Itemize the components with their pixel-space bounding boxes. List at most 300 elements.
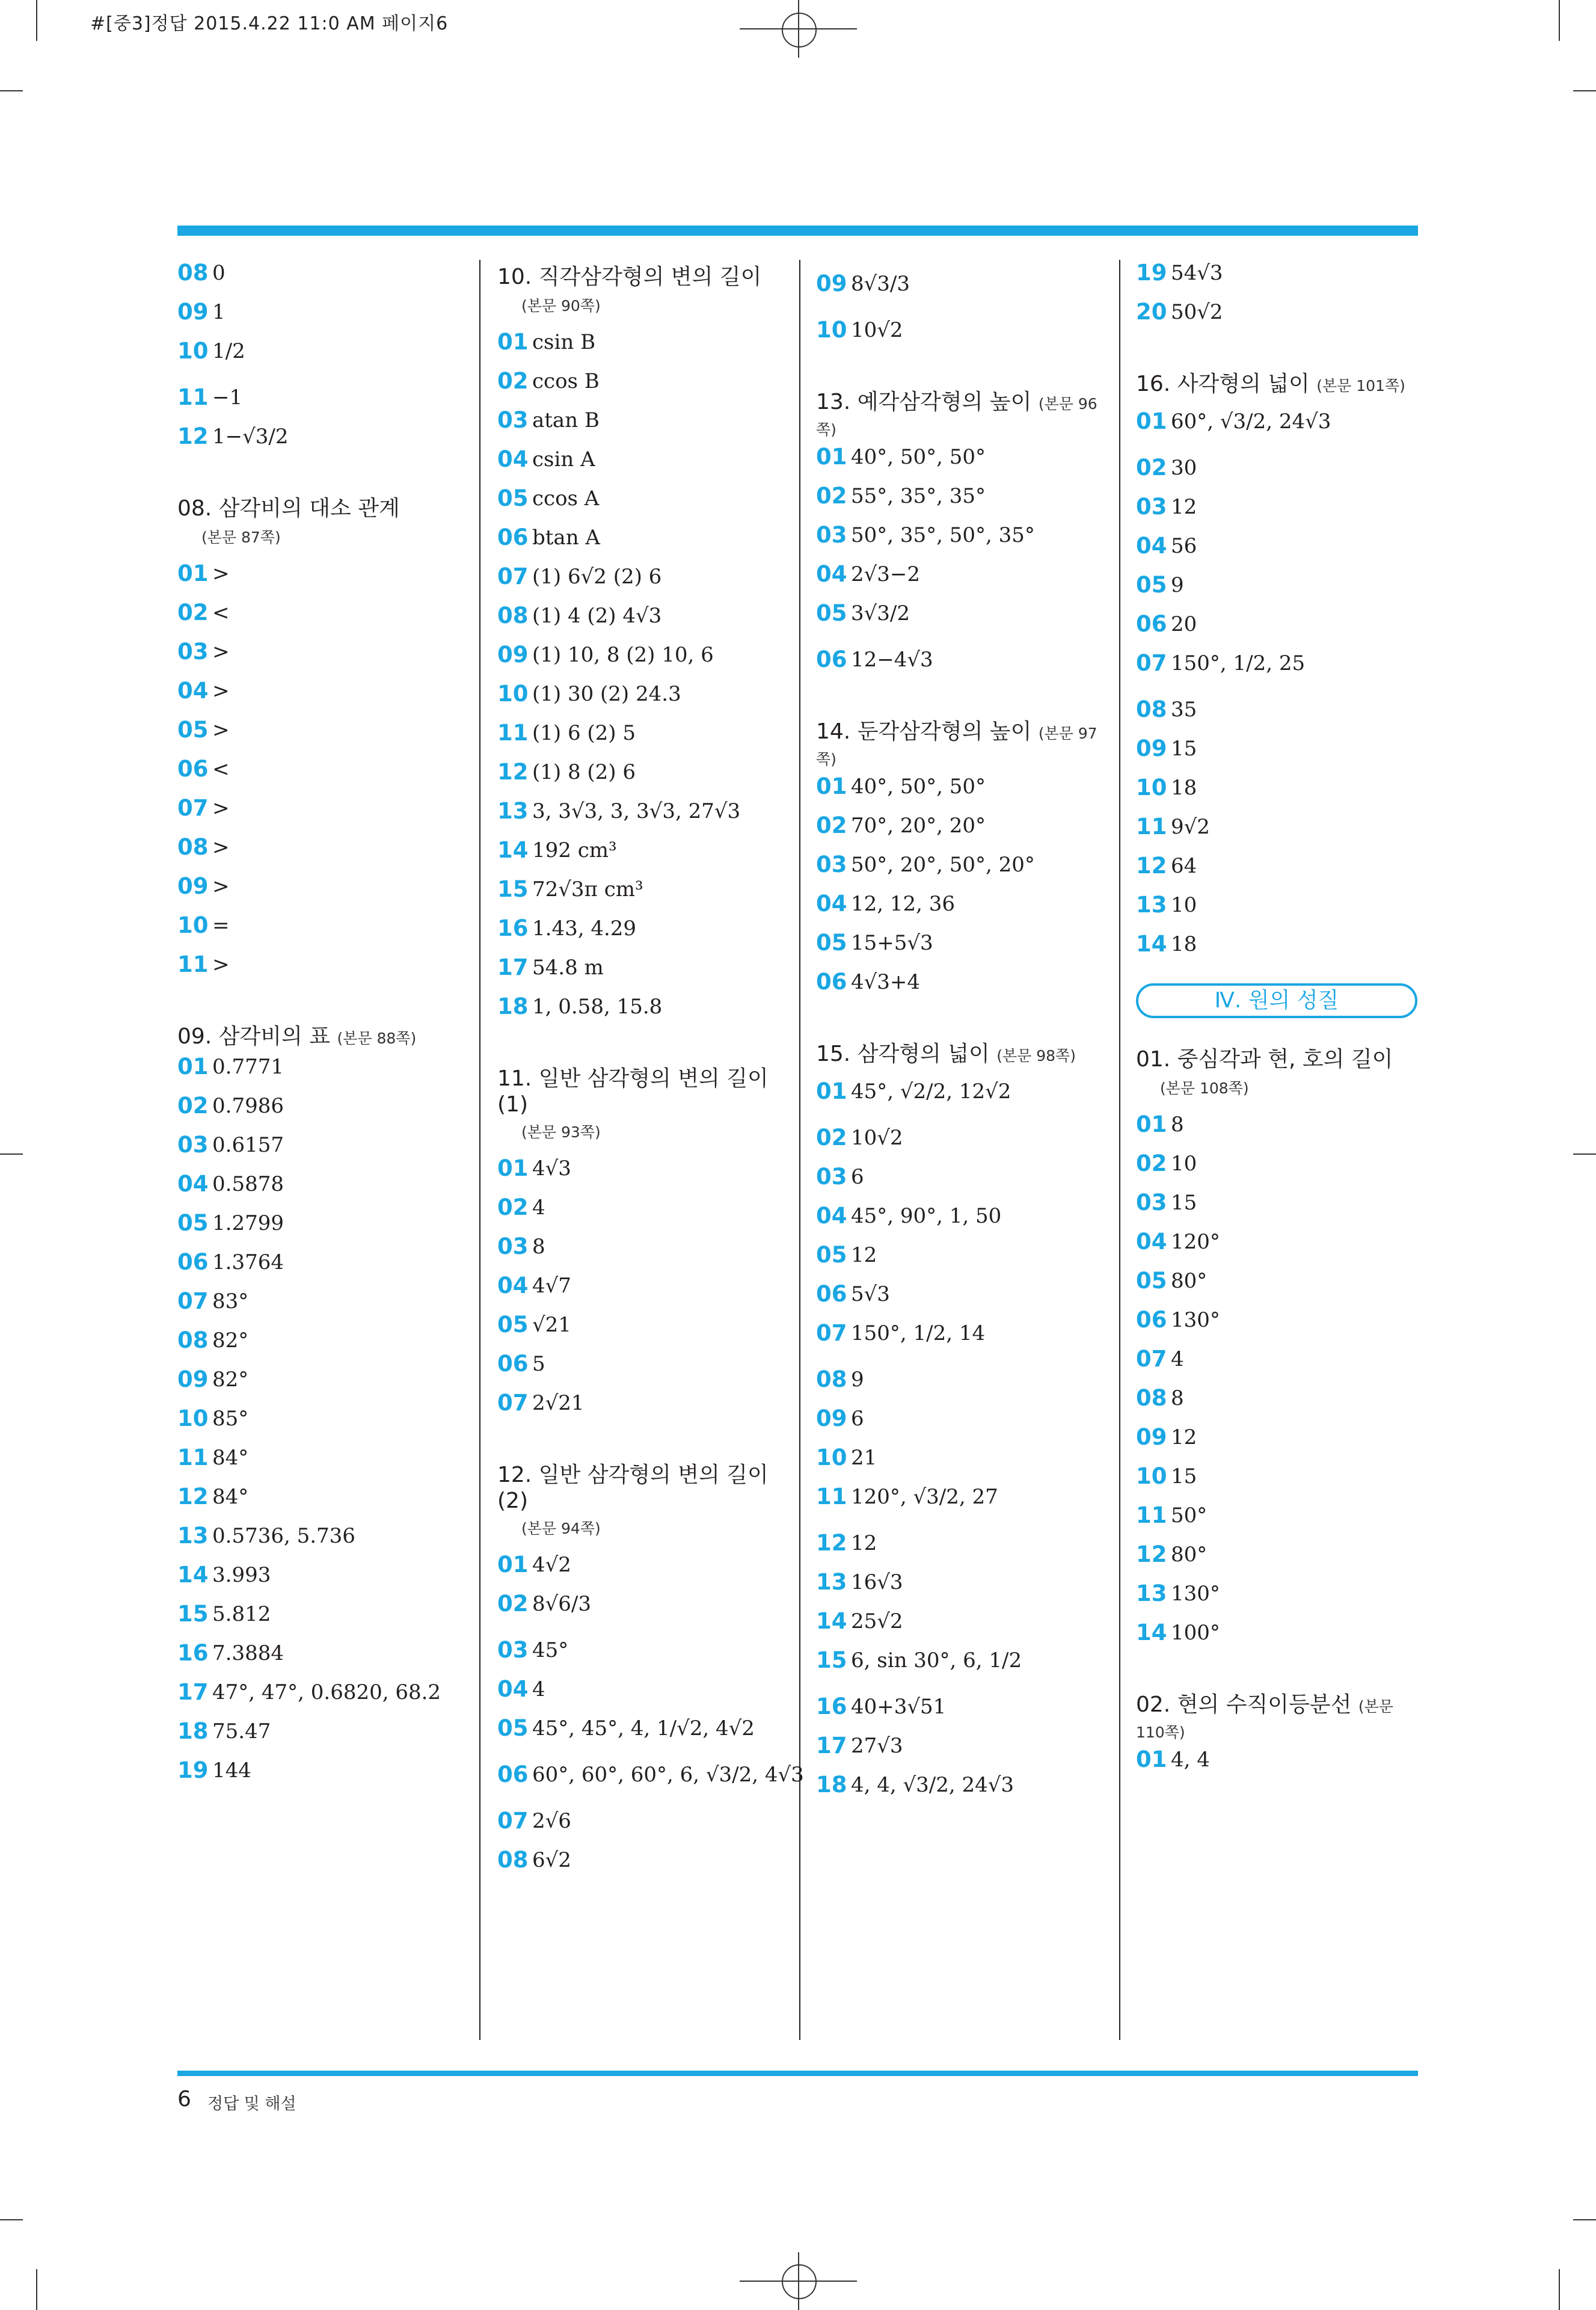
answer-number: 08 xyxy=(177,1327,209,1353)
crop-mark xyxy=(1573,1153,1596,1155)
answer-value: 130° xyxy=(1171,1581,1220,1606)
answer-value: 15+5√3 xyxy=(851,930,933,955)
answer-number: 11 xyxy=(177,951,209,977)
column-divider xyxy=(479,260,480,2040)
answer-number: 06 xyxy=(816,1281,847,1307)
answer-number: 01 xyxy=(497,1552,529,1577)
section-title xyxy=(1136,367,1419,398)
answer-value: 6, sin 30°, 6, 1/2 xyxy=(851,1648,1022,1673)
answer-number: 02 xyxy=(177,600,209,625)
answer-value: 40°, 50°, 50° xyxy=(851,774,986,799)
answer-value: 12 xyxy=(1171,494,1197,519)
answer-value: 1, 0.58, 15.8 xyxy=(532,994,663,1019)
answer-number: 05 xyxy=(816,930,847,956)
section-title xyxy=(177,1019,460,1050)
answer-number: 05 xyxy=(177,717,209,743)
answer-number: 11 xyxy=(1136,1502,1167,1528)
answer-item xyxy=(816,561,1099,587)
answer-value: 85° xyxy=(212,1406,249,1431)
answer-item xyxy=(1136,1541,1419,1567)
answer-item xyxy=(1136,775,1419,800)
answer-item xyxy=(497,524,780,550)
answer-value: 35 xyxy=(1171,697,1197,722)
answer-item xyxy=(1136,1229,1419,1255)
answer-number: 10 xyxy=(177,912,209,938)
answer-item xyxy=(497,368,780,394)
answer-number: 13 xyxy=(497,798,529,824)
answer-value: = xyxy=(212,913,230,938)
answer-value: 1−√3/2 xyxy=(212,424,289,449)
answer-number: 03 xyxy=(497,1233,529,1259)
answer-item xyxy=(177,834,460,860)
answer-number: 10 xyxy=(816,1445,847,1470)
answer-number: 08 xyxy=(816,1366,847,1392)
answer-item xyxy=(177,1054,460,1080)
answer-value: 27√3 xyxy=(851,1733,903,1758)
answer-number: 04 xyxy=(497,1273,529,1298)
section-page-ref: (본문 96쪽) xyxy=(816,395,1097,438)
answer-item xyxy=(1136,650,1419,676)
answer-value: 10 xyxy=(1171,892,1197,917)
answer-number: 11 xyxy=(177,384,209,410)
section-title-text: 13. 예각삼각형의 높이 xyxy=(816,390,1032,414)
answer-item xyxy=(177,1132,460,1158)
answer-item xyxy=(177,260,460,286)
answer-number: 02 xyxy=(497,1194,529,1220)
answer-item xyxy=(497,994,780,1019)
answer-number: 12 xyxy=(177,423,209,449)
answer-item xyxy=(1136,1190,1419,1215)
answer-value: 12 xyxy=(1171,1425,1197,1449)
answer-item xyxy=(177,299,460,325)
answer-number: 05 xyxy=(497,485,529,511)
answer-value: 60°, √3/2, 24√3 xyxy=(1171,409,1331,434)
answer-item xyxy=(816,852,1099,877)
answer-item xyxy=(1136,1385,1419,1411)
answer-item xyxy=(1136,1346,1419,1372)
answer-item xyxy=(816,1164,1099,1190)
section-title xyxy=(816,714,1099,770)
answer-number: 15 xyxy=(177,1601,209,1627)
section-title xyxy=(1136,1688,1419,1743)
answer-value: 21 xyxy=(851,1445,877,1470)
answer-number: 06 xyxy=(1136,1307,1167,1333)
answer-value: 30 xyxy=(1171,455,1197,480)
answer-item xyxy=(816,1772,1099,1798)
answer-item xyxy=(177,338,460,364)
answer-value: 84° xyxy=(212,1445,249,1470)
answer-number: 06 xyxy=(497,1762,529,1787)
answer-number: 04 xyxy=(497,446,529,472)
answer-value: 80° xyxy=(1171,1542,1208,1567)
answer-item xyxy=(177,1445,460,1470)
answer-item xyxy=(816,1125,1099,1150)
answer-item xyxy=(497,1715,780,1741)
answer-value: 45° xyxy=(532,1638,569,1662)
answer-value: 9 xyxy=(851,1367,864,1392)
answer-number: 05 xyxy=(816,1242,847,1268)
answer-number: 10 xyxy=(497,681,529,707)
section-title-text: 15. 삼각형의 넓이 xyxy=(816,1042,990,1066)
answer-number: 01 xyxy=(177,561,209,586)
answer-number: 01 xyxy=(497,1155,529,1181)
answer-item xyxy=(177,600,460,625)
answer-value: > xyxy=(212,874,230,899)
answer-item xyxy=(177,384,460,410)
section-title-text: 12. 일반 삼각형의 변의 길이 (2) xyxy=(497,1463,769,1513)
answer-number: 06 xyxy=(1136,611,1167,637)
answer-item xyxy=(497,1155,780,1181)
registration-line xyxy=(740,2281,857,2282)
answer-item xyxy=(816,930,1099,956)
answer-number: 06 xyxy=(816,647,847,672)
answer-value: 50√2 xyxy=(1171,300,1223,324)
answer-number: 17 xyxy=(177,1679,209,1705)
answer-item xyxy=(497,1312,780,1338)
section-title-text: 09. 삼각비의 표 xyxy=(177,1024,331,1049)
answer-value: 0.7986 xyxy=(212,1093,284,1118)
answer-number: 01 xyxy=(816,773,847,799)
registration-mark-top xyxy=(782,13,817,48)
answer-number: 03 xyxy=(1136,1190,1167,1215)
answer-number: 08 xyxy=(1136,1385,1167,1411)
answer-number: 12 xyxy=(816,1530,847,1556)
answer-item xyxy=(177,1640,460,1666)
answer-item xyxy=(177,1601,460,1627)
answer-number: 18 xyxy=(816,1772,847,1798)
answer-item xyxy=(177,1093,460,1119)
answer-number: 19 xyxy=(177,1757,209,1783)
answer-number: 03 xyxy=(816,522,847,548)
answer-number: 13 xyxy=(816,1569,847,1595)
answer-value: 6 xyxy=(851,1164,864,1189)
answer-item xyxy=(497,915,780,941)
page-number: 6 xyxy=(177,2087,191,2112)
answer-column-1 xyxy=(177,260,460,1796)
section-page-ref: (본문 98쪽) xyxy=(996,1047,1076,1064)
answer-number: 05 xyxy=(497,1715,529,1741)
answer-item xyxy=(816,483,1099,509)
answer-value: 16√3 xyxy=(851,1570,903,1594)
answer-number: 05 xyxy=(177,1210,209,1236)
answer-number: 14 xyxy=(177,1562,209,1588)
answer-value: 5√3 xyxy=(851,1282,890,1306)
answer-value: 4, 4, √3/2, 24√3 xyxy=(851,1772,1014,1797)
answer-item xyxy=(177,1523,460,1549)
section-title-text: 02. 현의 수직이등분선 xyxy=(1136,1692,1352,1717)
crop-mark xyxy=(0,2219,23,2220)
answer-item xyxy=(177,639,460,665)
answer-value: 83° xyxy=(212,1289,249,1313)
answer-value: 130° xyxy=(1171,1307,1220,1332)
crop-mark xyxy=(36,0,37,41)
answer-number: 08 xyxy=(177,260,209,286)
answer-value: 0.5736, 5.736 xyxy=(212,1523,355,1548)
section-page-ref: (본문 97쪽) xyxy=(816,725,1097,768)
answer-value: 0.7771 xyxy=(212,1054,284,1079)
answer-value: 8√6/3 xyxy=(532,1591,592,1616)
section-page-ref: (본문 87쪽) xyxy=(201,529,281,546)
top-accent-bar xyxy=(177,226,1418,236)
answer-value: 55°, 35°, 35° xyxy=(851,484,986,508)
answer-item xyxy=(1136,494,1419,520)
answer-value: 2√3−2 xyxy=(851,562,921,586)
answer-number: 10 xyxy=(177,1405,209,1431)
answer-item xyxy=(497,1233,780,1259)
answer-item xyxy=(816,1694,1099,1719)
answer-value: 150°, 1/2, 14 xyxy=(851,1321,986,1345)
answer-value: 1.3764 xyxy=(212,1250,284,1274)
answer-number: 10 xyxy=(1136,775,1167,800)
answer-number: 09 xyxy=(497,642,529,668)
answer-item xyxy=(1136,892,1419,918)
answer-number: 03 xyxy=(816,1164,847,1190)
answer-value: 7.3884 xyxy=(212,1641,284,1665)
crop-mark xyxy=(0,90,23,91)
answer-item xyxy=(816,773,1099,799)
answer-number: 18 xyxy=(177,1718,209,1744)
answer-item xyxy=(497,603,780,628)
answer-item xyxy=(497,1194,780,1220)
answer-number: 14 xyxy=(1136,931,1167,957)
answer-value: 120°, √3/2, 27 xyxy=(851,1484,998,1509)
answer-value: 8 xyxy=(1171,1386,1184,1410)
answer-value: 4 xyxy=(532,1677,545,1701)
answer-number: 09 xyxy=(816,1405,847,1431)
answer-value: atan B xyxy=(532,408,600,432)
answer-item xyxy=(1136,299,1419,325)
answer-number: 15 xyxy=(497,876,529,902)
answer-number: 02 xyxy=(497,1591,529,1617)
answer-number: 12 xyxy=(497,759,529,785)
answer-value: 1.2799 xyxy=(212,1211,284,1235)
answer-number: 05 xyxy=(1136,572,1167,598)
answer-item xyxy=(177,1327,460,1353)
answer-item xyxy=(1136,1424,1419,1450)
answer-item xyxy=(177,1210,460,1236)
answer-column-2 xyxy=(497,260,804,1886)
answer-value: 1.43, 4.29 xyxy=(532,916,637,941)
answer-number: 14 xyxy=(497,837,529,863)
answer-value: 3, 3√3, 3, 3√3, 27√3 xyxy=(532,799,741,823)
answer-item xyxy=(497,876,780,902)
answer-value: 0 xyxy=(212,260,226,285)
answer-number: 13 xyxy=(1136,1580,1167,1606)
answer-item xyxy=(816,1281,1099,1307)
crop-mark xyxy=(1573,90,1596,91)
answer-item xyxy=(1136,853,1419,879)
answer-number: 09 xyxy=(177,1366,209,1392)
answer-number: 04 xyxy=(177,678,209,704)
answer-value: 25√2 xyxy=(851,1609,903,1633)
answer-item xyxy=(177,717,460,743)
answer-value: 100° xyxy=(1171,1620,1220,1645)
answer-number: 01 xyxy=(816,1078,847,1104)
answer-item xyxy=(177,1171,460,1197)
answer-item xyxy=(816,600,1099,626)
answer-item xyxy=(1136,1502,1419,1528)
answer-item xyxy=(816,969,1099,995)
answer-number: 14 xyxy=(1136,1620,1167,1645)
answer-number: 04 xyxy=(497,1676,529,1702)
answer-value: 40°, 50°, 50° xyxy=(851,444,986,469)
answer-value: > xyxy=(212,678,230,703)
print-header-info: #[중3]정답 2015.4.22 11:0 AM 페이지6 xyxy=(90,13,449,34)
section-title xyxy=(816,385,1099,440)
answer-number: 18 xyxy=(497,994,529,1019)
answer-item xyxy=(816,522,1099,548)
answer-item xyxy=(1136,533,1419,559)
answer-number: 09 xyxy=(816,271,847,296)
section-title xyxy=(497,1061,780,1117)
answer-value: ccos A xyxy=(532,486,600,511)
answer-item xyxy=(1136,572,1419,598)
section-title xyxy=(816,1037,1099,1067)
answer-number: 10 xyxy=(816,317,847,343)
answer-value: 12 xyxy=(851,1531,877,1555)
answer-number: 09 xyxy=(1136,736,1167,761)
answer-value: 82° xyxy=(212,1328,249,1353)
answer-number: 01 xyxy=(177,1054,209,1080)
answer-item xyxy=(816,1484,1099,1510)
answer-value: 12, 12, 36 xyxy=(851,891,956,916)
answer-value: 1/2 xyxy=(212,339,245,363)
answer-item xyxy=(816,1733,1099,1759)
section-title xyxy=(177,491,460,522)
answer-number: 16 xyxy=(497,915,529,941)
answer-number: 08 xyxy=(1136,696,1167,722)
answer-value: 144 xyxy=(212,1758,251,1783)
answer-item xyxy=(1136,1580,1419,1606)
answer-item xyxy=(816,1530,1099,1556)
answer-number: 08 xyxy=(497,1847,529,1873)
answer-value: 6√2 xyxy=(532,1848,571,1872)
answer-value: 4 xyxy=(532,1195,545,1220)
answer-number: 07 xyxy=(1136,650,1167,676)
answer-number: 06 xyxy=(177,756,209,782)
answer-value: 50°, 20°, 50°, 20° xyxy=(851,852,1035,877)
answer-item xyxy=(177,912,460,938)
answer-value: 45°, 90°, 1, 50 xyxy=(851,1203,1002,1228)
answer-number: 11 xyxy=(497,720,529,746)
answer-item xyxy=(1136,260,1419,286)
section-title-text: 14. 둔각삼각형의 높이 xyxy=(816,719,1032,744)
answer-number: 11 xyxy=(1136,814,1167,840)
answer-value: 2√6 xyxy=(532,1808,571,1833)
answer-item xyxy=(497,564,780,589)
answer-value: 12 xyxy=(851,1243,877,1267)
answer-number: 04 xyxy=(1136,1229,1167,1255)
answer-value: > xyxy=(212,717,230,742)
answer-value: 64 xyxy=(1171,853,1197,878)
answer-number: 05 xyxy=(1136,1268,1167,1294)
answer-value: 8√3/3 xyxy=(851,271,910,296)
answer-number: 09 xyxy=(1136,1424,1167,1450)
answer-value: 120° xyxy=(1171,1229,1220,1254)
answer-value: 4√2 xyxy=(532,1552,571,1577)
answer-value: 3√3/2 xyxy=(851,601,910,625)
section-title xyxy=(497,1458,780,1513)
answer-number: 17 xyxy=(816,1733,847,1759)
section-page-ref: (본문 110쪽) xyxy=(1136,1698,1393,1741)
answer-item xyxy=(816,891,1099,917)
answer-item xyxy=(177,1249,460,1275)
answer-item xyxy=(816,1569,1099,1595)
answer-item xyxy=(1136,408,1419,434)
answer-value: < xyxy=(212,757,230,781)
section-title-text: 10. 직각삼각형의 변의 길이 xyxy=(497,265,762,289)
answer-number: 06 xyxy=(177,1249,209,1275)
answer-value: 4√7 xyxy=(532,1273,571,1298)
answer-item xyxy=(497,720,780,746)
answer-value: csin A xyxy=(532,447,595,472)
answer-item xyxy=(1136,1307,1419,1333)
answer-item xyxy=(497,1552,780,1577)
answer-number: 02 xyxy=(497,368,529,394)
answer-number: 20 xyxy=(1136,299,1167,325)
answer-number: 16 xyxy=(177,1640,209,1666)
answer-value: 4√3+4 xyxy=(851,969,921,994)
answer-item xyxy=(497,759,780,785)
answer-item xyxy=(497,1808,780,1834)
answer-value: (1) 30 (2) 24.3 xyxy=(532,681,681,706)
answer-value: 45°, 45°, 4, 1/√2, 4√2 xyxy=(532,1716,755,1740)
answer-item xyxy=(177,423,460,449)
answer-value: 72√3π cm³ xyxy=(532,877,643,902)
answer-item xyxy=(1136,1268,1419,1294)
answer-number: 01 xyxy=(1136,1111,1167,1137)
section-page-ref: (본문 101쪽) xyxy=(1316,377,1405,395)
answer-item xyxy=(1136,1746,1419,1772)
chapter-heading: Ⅳ. 원의 성질 xyxy=(1136,983,1417,1018)
answer-item xyxy=(816,1078,1099,1104)
section-page-ref: (본문 94쪽) xyxy=(521,1520,601,1537)
answer-value: (1) 4 (2) 4√3 xyxy=(532,603,662,628)
answer-value: 3.993 xyxy=(212,1562,271,1587)
answer-number: 14 xyxy=(816,1608,847,1634)
answer-value: 10 xyxy=(1171,1151,1197,1176)
answer-value: > xyxy=(212,639,230,664)
answer-value: (1) 6√2 (2) 6 xyxy=(532,564,662,589)
answer-number: 09 xyxy=(177,873,209,899)
answer-item xyxy=(497,954,780,980)
answer-value: 9√2 xyxy=(1171,814,1210,839)
answer-number: 03 xyxy=(177,639,209,665)
answer-value: 84° xyxy=(212,1484,249,1509)
answer-value: 50°, 35°, 50°, 35° xyxy=(851,523,1035,547)
answer-item xyxy=(497,642,780,668)
answer-number: 08 xyxy=(177,834,209,860)
answer-number: 07 xyxy=(497,1808,529,1834)
answer-number: 16 xyxy=(816,1694,847,1719)
answer-item xyxy=(497,681,780,707)
section-page-ref: (본문 90쪽) xyxy=(521,297,601,315)
answer-number: 07 xyxy=(177,795,209,821)
answer-item xyxy=(177,1484,460,1510)
answer-item xyxy=(177,1757,460,1783)
answer-item xyxy=(497,837,780,863)
answer-number: 01 xyxy=(1136,408,1167,434)
answer-number: 04 xyxy=(816,891,847,917)
crop-mark xyxy=(1573,2219,1596,2220)
answer-number: 13 xyxy=(177,1523,209,1549)
answer-number: 01 xyxy=(816,444,847,470)
answer-number: 04 xyxy=(816,561,847,587)
answer-value: 15 xyxy=(1171,1464,1197,1488)
answer-item xyxy=(816,812,1099,838)
bottom-accent-bar xyxy=(177,2071,1418,2076)
answer-value: 0.5878 xyxy=(212,1172,284,1196)
